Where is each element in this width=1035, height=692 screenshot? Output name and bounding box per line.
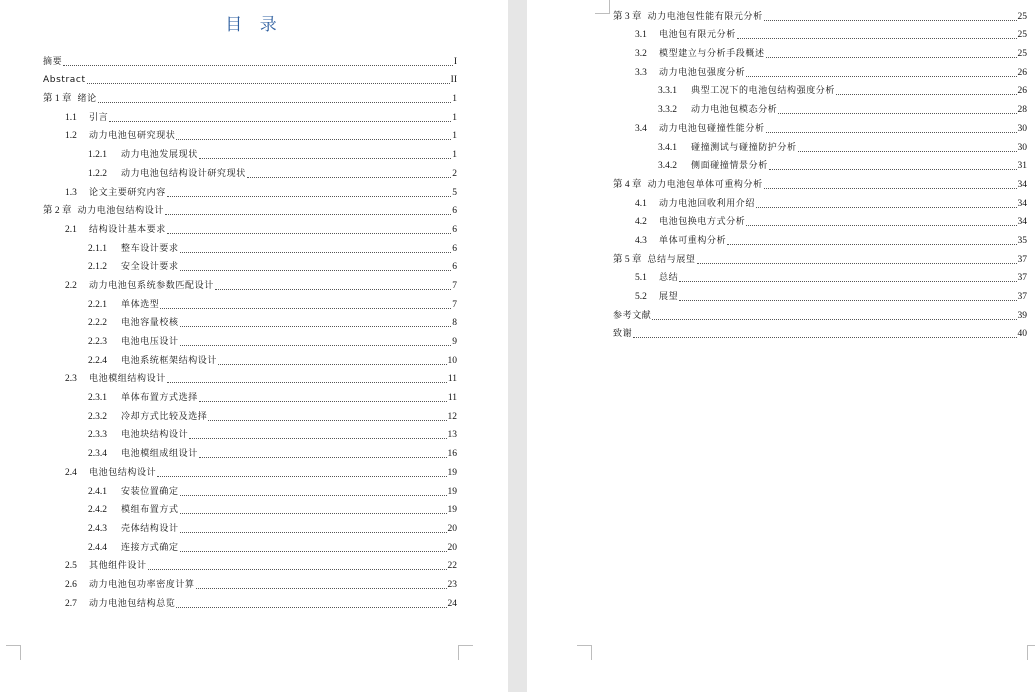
toc-entry-title: 碰撞测试与碰撞防护分析 [691,142,797,153]
toc-dot-leader [167,195,451,197]
margin-corner-mark [6,645,21,660]
toc-entry[interactable] [613,41,1027,60]
toc-entry-title: 其他组件设计 [89,561,147,572]
toc-entry-page: 7 [452,280,457,291]
toc-dot-leader [199,400,447,402]
toc-dot-leader [766,131,1017,133]
toc-dot-leader [199,157,451,159]
toc-entry-page: 34 [1017,217,1027,228]
toc-entry[interactable] [43,591,457,610]
toc-entry-page: 11 [447,393,457,404]
toc-entry-title: 电池包结构设计 [89,467,157,478]
toc-entry-page: 28 [1017,105,1027,116]
toc-entry-page: 10 [447,355,457,366]
toc-entry[interactable] [43,554,457,573]
toc-entry-title: 动力电池包功率密度计算 [89,579,195,590]
toc-dot-leader [679,280,1016,282]
toc-entry-number: 第 4 章 [613,179,642,190]
toc-entry-number: 5.2 [635,292,647,302]
toc-dot-leader [746,75,1016,77]
toc-entry-title: 模型建立与分析手段概述 [659,49,765,60]
toc-entry[interactable] [43,423,457,442]
toc-dot-leader [196,587,447,589]
toc-entry-title: 引言 [89,112,109,123]
toc-entry[interactable] [43,535,457,554]
page-gutter [508,0,527,692]
toc-title: 目 录 [225,15,283,35]
toc-entry[interactable] [613,172,1027,191]
toc-entry[interactable] [613,247,1027,266]
toc-entry-page: 30 [1017,123,1027,134]
toc-dot-leader [766,56,1017,58]
toc-entry-title: 电池块结构设计 [121,430,189,441]
toc-entry-title: 整车设计要求 [121,243,179,254]
toc-entry-number: 2.2.2 [88,318,107,329]
toc-entry-title: 动力电池包结构设计研究现状 [121,168,246,179]
toc-entry-title: 动力电池包研究现状 [89,131,176,142]
toc-entry[interactable] [43,161,457,180]
toc-entry[interactable] [613,79,1027,98]
toc-dot-leader [165,213,451,215]
toc-dot-leader [679,299,1016,301]
toc-dot-leader [176,138,451,140]
toc-entry-title: 参考文献 [613,310,652,321]
toc-entry[interactable] [613,135,1027,154]
toc-entry-page: 25 [1017,30,1027,41]
toc-entry-number: 2.5 [65,561,77,572]
toc-entry-title: 动力电池包结构总览 [89,598,176,609]
toc-entry-page: 40 [1017,329,1027,340]
toc-dot-leader [63,64,453,66]
toc-entry-page: 13 [447,430,457,441]
toc-entry-page: 37 [1017,292,1027,302]
toc-dot-leader [157,475,446,477]
toc-entry[interactable] [43,49,457,68]
toc-dot-leader [697,262,1017,264]
toc-entry-title: 电池容量校核 [121,318,179,329]
toc-dot-leader [746,224,1016,226]
toc-entry-number: 3.3.1 [658,86,677,97]
toc-entry-title: 动力电池包模态分析 [691,105,778,116]
toc-dot-leader [180,494,447,496]
toc-entry[interactable] [613,4,1027,23]
toc-entry-page: 6 [452,206,457,217]
toc-entry[interactable] [613,228,1027,247]
toc-dot-leader [756,206,1016,208]
toc-dot-leader [764,19,1017,21]
toc-entry[interactable] [613,191,1027,210]
toc-entry[interactable] [43,86,457,105]
toc-dot-leader [180,269,452,271]
toc-entry-number: 2.2.3 [88,337,107,347]
toc-entry-number: 第 3 章 [613,11,642,22]
toc-entry-title: 侧面碰撞情景分析 [691,161,768,172]
toc-entry-page: 25 [1017,11,1027,22]
toc-entry-number: 2.3.3 [88,430,107,441]
toc-entry[interactable] [43,236,457,255]
toc-entry[interactable] [43,441,457,460]
toc-entry[interactable] [43,124,457,143]
toc-entry-page: 6 [452,262,457,273]
toc-entry-page: 6 [452,243,457,254]
toc-entry-page: 1 [452,112,457,123]
toc-entry-number: 1.1 [65,112,77,123]
toc-entry-page: I [453,56,457,67]
toc-entry-number: 2.2 [65,280,77,291]
toc-entry-title: 单体布置方式选择 [121,393,198,404]
toc-entry-number: 2.3.1 [88,393,107,404]
toc-entry[interactable] [613,116,1027,135]
toc-entry[interactable] [43,142,457,161]
toc-entry-number: 2.2.1 [88,299,107,310]
toc-entry-page: 39 [1017,310,1027,321]
toc-entry-title: 电池模组结构设计 [89,374,166,385]
toc-entry-page: 1 [452,131,457,142]
toc-entry[interactable] [43,498,457,517]
toc-dot-leader [180,325,452,327]
toc-entry-page: 23 [447,579,457,590]
toc-entry-title: 典型工况下的电池包结构强度分析 [691,86,836,97]
toc-entry-number: 3.4.2 [658,161,677,172]
toc-entry-page: 20 [447,523,457,534]
toc-entry-number: 5.1 [635,273,647,284]
toc-dot-leader [633,336,1016,338]
toc-entry[interactable] [613,210,1027,229]
toc-dot-leader [208,419,446,421]
toc-entry-number: 2.4.1 [88,486,107,497]
toc-dot-leader [727,243,1016,245]
toc-entry[interactable] [43,404,457,423]
toc-entry-title: 动力电池回收利用介绍 [659,198,756,209]
toc-dot-leader [764,187,1017,189]
toc-entry-title: 动力电池包系统参数匹配设计 [89,280,214,291]
toc-entry-title: 电池包换电方式分析 [659,217,746,228]
toc-entry-title: 动力电池包强度分析 [659,67,746,78]
toc-entry-title: 电池电压设计 [121,337,179,347]
toc-entry-number: 4.1 [635,198,647,209]
toc-entry-title: 单体可重构分析 [659,235,727,246]
margin-corner-mark [595,0,610,14]
toc-dot-leader [769,168,1017,170]
toc-entry[interactable] [43,572,457,591]
toc-dot-leader [160,307,451,309]
toc-entry-number: 2.7 [65,598,77,609]
toc-entry-page: 1 [452,150,457,161]
toc-dot-leader [98,101,452,103]
toc-dot-leader [798,150,1017,152]
margin-corner-mark [458,645,473,660]
toc-list-right [613,4,1027,340]
toc-entry-page: 26 [1017,67,1027,78]
toc-dot-leader [87,82,450,84]
toc-entry-page: 22 [447,561,457,572]
toc-entry-title: 电池包有限元分析 [659,30,736,41]
toc-entry[interactable] [43,180,457,199]
toc-entry-page: 35 [1017,235,1027,246]
toc-entry-number: 第 1 章 [43,94,72,105]
toc-entry-page: 34 [1017,198,1027,209]
toc-entry[interactable] [613,97,1027,116]
toc-entry-number: 第 2 章 [43,206,72,217]
toc-entry-number: 2.2.4 [88,355,107,366]
document-page-left [0,0,508,692]
toc-entry[interactable] [43,460,457,479]
toc-dot-leader [109,120,451,122]
toc-entry-page: 19 [447,505,457,516]
toc-entry[interactable] [43,385,457,404]
toc-entry[interactable] [613,303,1027,322]
toc-entry-number: 3.1 [635,30,647,41]
toc-entry-page: 20 [447,542,457,553]
toc-entry-title: 绪论 [77,94,97,105]
toc-entry[interactable] [613,23,1027,42]
toc-entry-title: 动力电池包结构设计 [77,206,164,217]
toc-entry-number: 2.1 [65,224,77,235]
toc-entry[interactable] [43,367,457,386]
toc-entry-page: 5 [452,187,457,198]
toc-entry-number: 第 5 章 [613,254,642,265]
toc-entry-page: 19 [447,486,457,497]
toc-entry-number: 4.3 [635,235,647,246]
toc-entry-number: 2.1.2 [88,262,107,273]
toc-dot-leader [778,112,1016,114]
toc-dot-leader [180,550,447,552]
toc-entry-title: 动力电池包性能有限元分析 [647,11,763,22]
toc-entry-number: 1.3 [65,187,77,198]
toc-entry-number: 2.6 [65,579,77,590]
toc-entry-page: 24 [447,598,457,609]
toc-entry-page: 34 [1017,179,1027,190]
toc-dot-leader [180,512,447,514]
toc-entry[interactable] [613,154,1027,173]
toc-dot-leader [180,344,452,346]
toc-entry-number: 2.3 [65,374,77,385]
toc-entry-number: 2.4.2 [88,505,107,516]
toc-entry[interactable] [43,292,457,311]
toc-entry-title: 论文主要研究内容 [89,187,166,198]
toc-entry-title: 展望 [659,292,679,302]
toc-entry-title: 连接方式确定 [121,542,179,553]
toc-entry-title: 总结 [659,273,679,284]
toc-entry-number: 2.4 [65,467,77,478]
toc-entry-page: 31 [1017,161,1027,172]
toc-entry-number: 1.2 [65,131,77,142]
toc-entry-page: 25 [1017,49,1027,60]
toc-dot-leader [652,318,1016,320]
toc-entry-page: 37 [1017,273,1027,284]
toc-entry[interactable] [43,516,457,535]
toc-dot-leader [215,288,451,290]
toc-entry-title: 致谢 [613,329,633,340]
toc-entry-page: 19 [447,467,457,478]
toc-entry-number: 4.2 [635,217,647,228]
toc-entry-page: 11 [447,374,457,385]
toc-dot-leader [189,437,446,439]
toc-entry-number: 1.2.1 [88,150,107,161]
toc-list-left [43,49,457,610]
toc-entry-page: 16 [447,449,457,460]
toc-entry-number: 3.4.1 [658,142,677,153]
toc-entry-title: 模组布置方式 [121,505,179,516]
toc-entry-title: Abstract [43,75,86,86]
toc-entry-title: 安装位置确定 [121,486,179,497]
toc-entry[interactable] [43,68,457,87]
toc-entry-number: 2.1.1 [88,243,107,254]
toc-entry-page: 26 [1017,86,1027,97]
toc-dot-leader [148,568,447,570]
toc-dot-leader [176,606,446,608]
toc-entry[interactable] [43,311,457,330]
toc-dot-leader [167,381,447,383]
toc-entry[interactable] [43,329,457,348]
toc-dot-leader [199,456,447,458]
toc-entry[interactable] [43,273,457,292]
margin-corner-mark [577,645,592,660]
toc-entry-number: 3.4 [635,123,647,134]
toc-entry-page: 37 [1017,254,1027,265]
toc-entry-title: 电池模组成组设计 [121,449,198,460]
toc-entry-page: 8 [452,318,457,329]
toc-entry-number: 1.2.2 [88,168,107,179]
toc-entry-title: 动力电池发展现状 [121,150,198,161]
toc-entry[interactable] [43,348,457,367]
toc-entry-title: 电池系统框架结构设计 [121,355,218,366]
toc-entry-page: II [450,75,457,86]
toc-entry[interactable] [43,199,457,218]
toc-entry-title: 壳体结构设计 [121,523,179,534]
toc-entry-page: 9 [452,337,457,347]
toc-dot-leader [737,37,1017,39]
toc-dot-leader [247,176,451,178]
toc-entry[interactable] [613,322,1027,341]
margin-corner-mark [1027,645,1035,660]
toc-entry-number: 3.2 [635,49,647,60]
toc-entry-title: 动力电池包碰撞性能分析 [659,123,765,134]
toc-dot-leader [167,232,451,234]
toc-entry[interactable] [613,266,1027,285]
toc-entry[interactable] [43,105,457,124]
toc-entry[interactable] [43,255,457,274]
toc-entry-title: 动力电池包单体可重构分析 [647,179,763,190]
toc-entry-page: 6 [452,224,457,235]
toc-entry-number: 3.3.2 [658,105,677,116]
toc-entry-title: 冷却方式比较及选择 [121,411,208,422]
toc-entry-title: 安全设计要求 [121,262,179,273]
toc-entry[interactable] [613,60,1027,79]
toc-entry-title: 摘要 [43,56,63,67]
toc-entry-number: 2.4.4 [88,542,107,553]
toc-entry-page: 7 [452,299,457,310]
toc-entry-page: 30 [1017,142,1027,153]
toc-entry-title: 单体选型 [121,299,160,310]
toc-entry-page: 12 [447,411,457,422]
toc-dot-leader [218,363,446,365]
toc-entry[interactable] [43,479,457,498]
toc-entry-page: 2 [452,168,457,179]
toc-entry-number: 2.4.3 [88,523,107,534]
toc-entry-title: 结构设计基本要求 [89,224,166,235]
toc-entry-number: 2.3.4 [88,449,107,460]
toc-dot-leader [180,531,447,533]
toc-entry-title: 总结与展望 [647,254,696,265]
toc-dot-leader [180,251,452,253]
toc-entry[interactable] [613,284,1027,303]
toc-entry-page: 1 [452,94,457,105]
toc-entry-number: 3.3 [635,67,647,78]
toc-entry[interactable] [43,217,457,236]
document-page-right [527,0,1035,692]
toc-dot-leader [836,93,1016,95]
toc-entry-number: 2.3.2 [88,411,107,422]
